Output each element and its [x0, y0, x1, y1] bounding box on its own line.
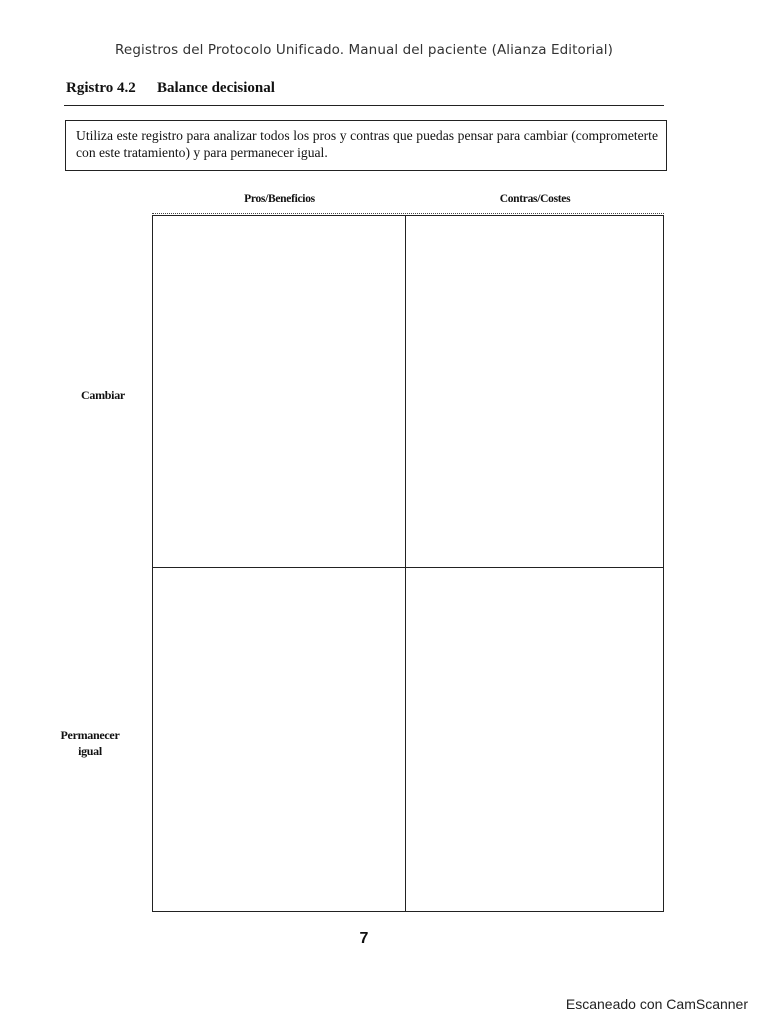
record-number: Rgistro 4.2 — [66, 80, 136, 96]
column-header-contras: Contras/Costes — [499, 193, 571, 205]
cell-permanecer-pros[interactable] — [153, 568, 406, 911]
scanner-watermark: Escaneado con CamScanner — [565, 996, 748, 1012]
table-top-rule — [152, 213, 664, 214]
cell-permanecer-contras[interactable] — [406, 568, 663, 911]
heading-divider — [64, 105, 664, 106]
row-label-permanecer-line1: Permanecer — [60, 728, 120, 742]
decisional-balance-grid — [152, 215, 664, 912]
cell-cambiar-pros[interactable] — [153, 216, 406, 568]
row-label-permanecer — [45, 727, 135, 759]
record-title: Balance decisional — [157, 80, 275, 96]
instructions-box — [65, 120, 667, 171]
page-number: 7 — [359, 930, 369, 947]
row-label-cambiar: Cambiar — [81, 388, 125, 402]
instructions-text: Utiliza este registro para analizar todos los pros y contras que puedas pensar para cambiar (comprometerte con este tratamiento) y para permanecer igual. — [76, 128, 658, 160]
column-header-pros: Pros/Beneficios — [244, 193, 315, 205]
running-header: Registros del Protocolo Unificado. Manual del paciente (Alianza Editorial) — [115, 42, 613, 58]
cell-cambiar-contras[interactable] — [406, 216, 663, 568]
record-heading — [66, 80, 275, 97]
row-label-permanecer-line2: igual — [78, 744, 102, 758]
